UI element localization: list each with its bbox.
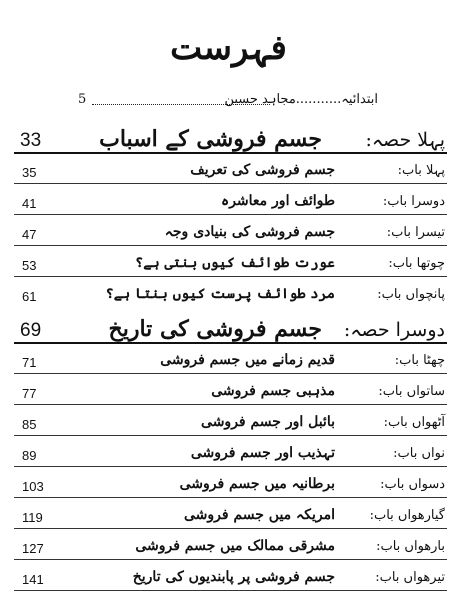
chapter-title: امریکہ میں جسم فروشی [184,507,335,523]
chapter-label: گیارھواں باب: [369,508,445,523]
row-divider [14,373,447,374]
chapter-title: جسم فروشی کی تعریف [190,162,335,178]
chapter-row [14,247,447,277]
chapter-page-number: 141 [22,572,44,587]
chapter-row [14,344,447,374]
intro-author: مجاہد حسین [224,92,296,107]
chapter-title: جسم فروشی پر پابندیوں کی تاریخ [132,569,335,585]
chapter-label: پہلا باب: [397,163,445,178]
chapter-label: دسواں باب: [380,477,445,492]
section-header [14,120,447,154]
chapter-page-number: 85 [22,417,37,432]
row-divider [14,497,447,498]
chapter-label: تیسرا باب: [386,225,445,240]
chapter-row [14,437,447,467]
chapter-page-number: 89 [22,448,37,463]
chapter-title: بائبل اور جسم فروشی [201,414,335,430]
row-divider [14,245,447,246]
chapter-title: تہذیب اور جسم فروشی [190,445,335,461]
chapter-title: قدیم زمانے میں جسم فروشی [160,352,335,368]
chapter-label: آٹھواں باب: [383,415,445,430]
row-divider [14,276,447,277]
chapter-label: پانچواں باب: [377,287,445,302]
intro-label: ابتدائیہ [341,92,378,107]
chapter-label: چوتھا باب: [388,256,445,271]
chapter-page-number: 53 [22,258,37,273]
chapter-page-number: 47 [22,227,37,242]
chapter-row [14,406,447,436]
chapter-page-number: 61 [22,289,37,304]
row-divider [14,404,447,405]
chapter-title: برطانیہ میں جسم فروشی [179,476,335,492]
chapter-title: عورت طوائف کیوں بنتی ہے؟ [135,255,335,271]
chapter-page-number: 41 [22,196,37,211]
chapter-page-number: 35 [22,165,37,180]
chapter-row [14,499,447,529]
row-divider [14,435,447,436]
page-title: فہرست [170,28,287,68]
row-divider [14,214,447,215]
chapter-row [14,375,447,405]
chapter-row [14,278,447,308]
section-title: جسم فروشی کی تاریخ [108,316,322,342]
chapter-title: طوائف اور معاشرہ [221,193,335,209]
chapter-row [14,154,447,184]
chapter-label: بارھواں باب: [376,539,445,554]
row-divider [14,466,447,467]
intro-page-number: 5 [78,92,87,107]
chapter-label: دوسرا باب: [382,194,445,209]
row-divider [14,590,447,591]
chapter-row [14,530,447,560]
section-page-number: 33 [20,130,42,151]
chapter-row [14,468,447,498]
section-label: پہلا حصہ: [365,129,445,151]
chapter-page-number: 127 [22,541,44,556]
chapter-title: جسم فروشی کی بنیادی وجہ [164,224,335,240]
section-label: دوسرا حصہ: [343,319,445,341]
intro-text: ابتدائیہ...........مجاہد حسین [224,92,378,107]
intro-entry [78,90,378,110]
chapter-row [14,216,447,246]
chapter-label: نواں باب: [393,446,445,461]
chapter-title: مذہبی جسم فروشی [211,383,335,399]
chapter-page-number: 119 [22,510,43,525]
chapter-row [14,561,447,591]
row-divider [14,528,447,529]
chapter-title: مشرقی ممالک میں جسم فروشی [135,538,335,554]
chapter-title: مرد طوائف پرست کیوں بنتا ہے؟ [105,286,335,302]
section-title: جسم فروشی کے اسباب [99,126,322,152]
row-divider [14,559,447,560]
chapter-label: ساتواں باب: [378,384,445,399]
chapter-page-number: 103 [22,479,44,494]
chapter-page-number: 77 [22,386,37,401]
section-header [14,310,447,344]
chapter-page-number: 71 [22,355,37,370]
chapter-label: تیرھواں باب: [375,570,445,585]
chapter-label: چھٹا باب: [394,353,445,368]
row-divider [14,183,447,184]
chapter-row [14,185,447,215]
section-page-number: 69 [20,320,42,341]
